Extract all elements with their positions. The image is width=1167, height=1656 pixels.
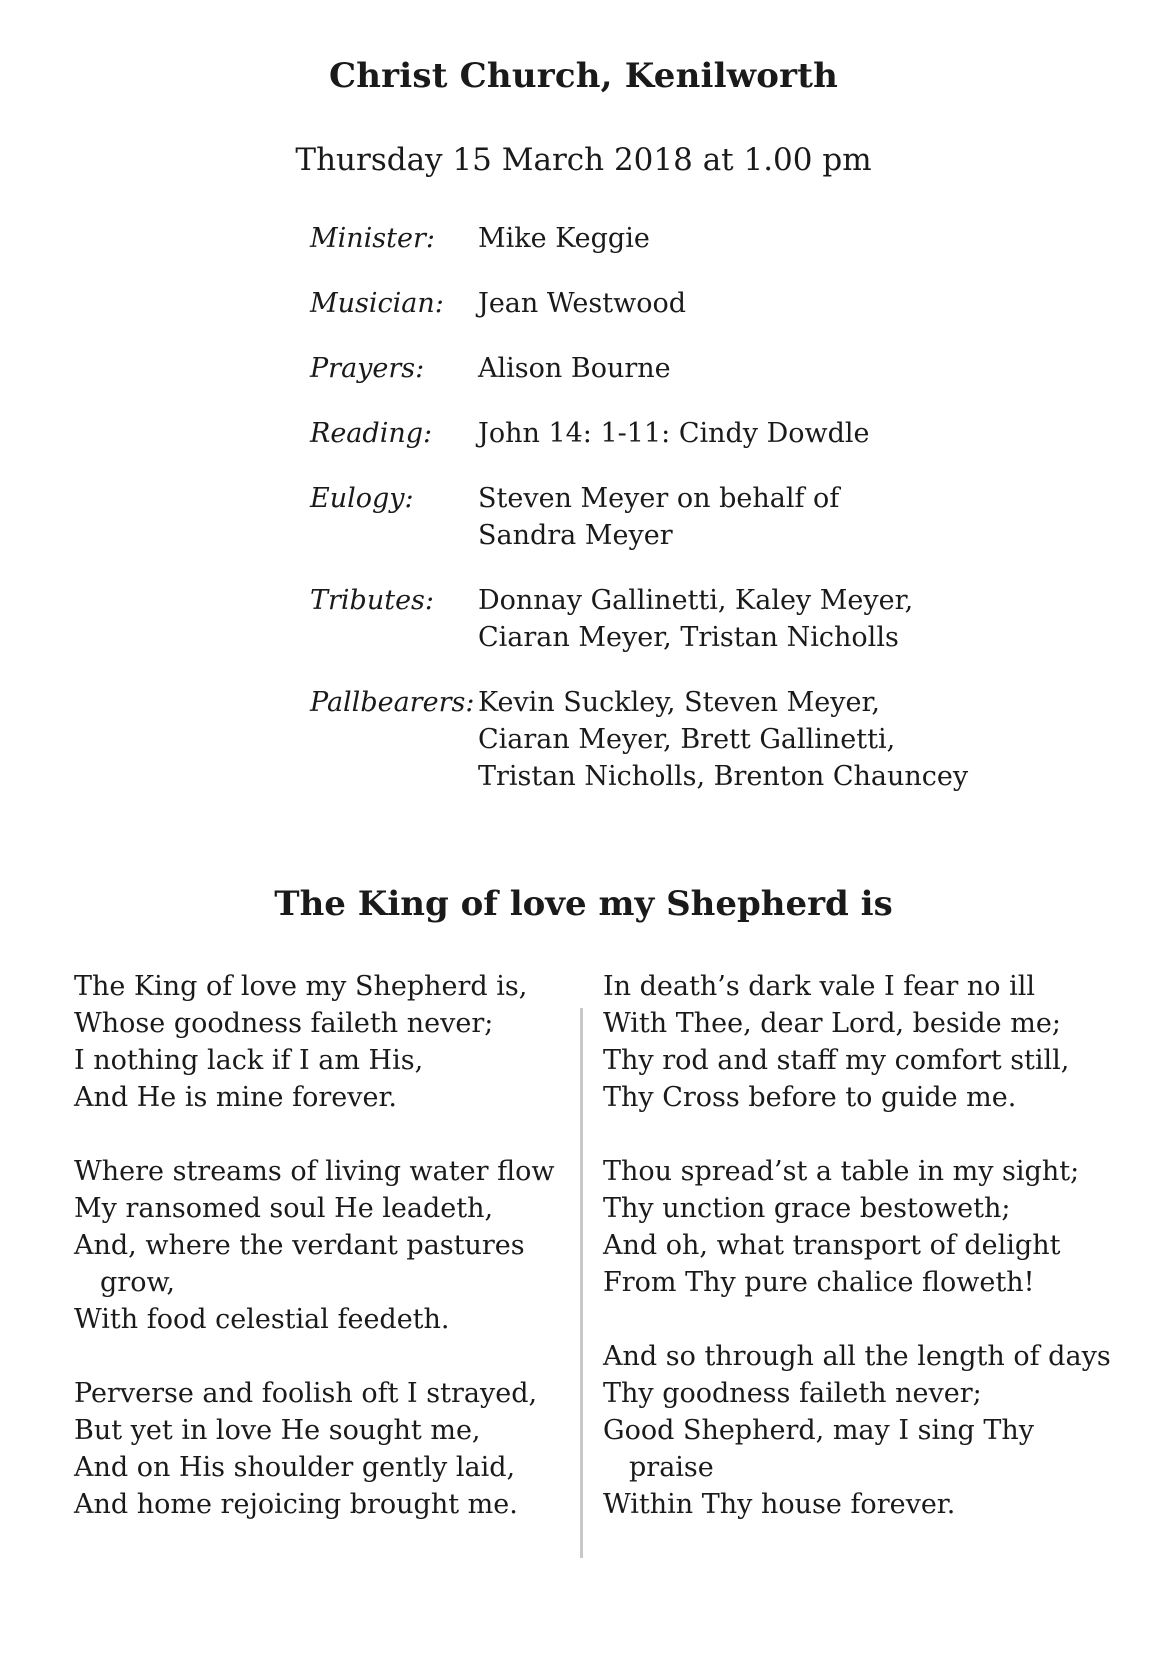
role-reading [310,415,1130,452]
role-musician [310,285,1130,322]
verse-line: Perverse and foolish oft I strayed, [74,1378,538,1409]
church-title: Christ Church, Kenilworth [328,56,839,96]
role-value [478,220,1130,257]
role-eulogy [310,480,1130,554]
service-date: Thursday 15 March 2018 at 1.00 pm [295,142,872,178]
verse-line: Where streams of living water flow [74,1156,555,1187]
role-label: Pallbearers: [310,687,475,718]
verse-line: With food celestial feedeth. [74,1304,450,1335]
verse-line: Good Shepherd, may I sing Thy [603,1415,1034,1446]
role-value [478,285,1130,322]
hymn-verse [74,1153,554,1338]
role-value-line: Donnay Gallinetti, Kaley Meyer, [478,585,914,616]
verse-line: Thy goodness faileth never; [603,1378,982,1409]
verse-line: And home rejoicing brought me. [74,1489,518,1520]
hymn-left-column [74,968,554,1560]
role-value-line: Tristan Nicholls, Brenton Chauncey [478,761,969,792]
verse-line: Thy Cross before to guide me. [603,1082,1017,1113]
verse-line: And oh, what transport of delight [603,1230,1061,1261]
role-value [478,480,1130,554]
verse-line: And He is mine forever. [74,1082,398,1113]
role-value-line: Kevin Suckley, Steven Meyer, [478,687,881,718]
verse-line: praise [629,1452,714,1483]
verse-line: The King of love my Shepherd is, [74,971,528,1002]
role-value-line: Ciaran Meyer, Tristan Nicholls [478,622,899,653]
role-label: Reading: [310,418,433,449]
role-label: Minister: [310,223,435,254]
role-value-line: Jean Westwood [478,288,687,319]
verse-line: grow, [100,1267,175,1298]
hymn-title: The King of love my Shepherd is [274,884,893,924]
hymn-verse [74,968,554,1116]
verse-line: And, where the verdant pastures [74,1230,525,1261]
verse-line: But yet in love He sought me, [74,1415,481,1446]
role-value-line: Mike Keggie [478,223,650,254]
column-divider [580,1008,583,1558]
verse-line: My ransomed soul He leadeth, [74,1193,494,1224]
hymn-verse [603,1153,1148,1301]
role-label: Tributes: [310,585,435,616]
verse-line: And on His shoulder gently laid, [74,1452,516,1483]
verse-line: I nothing lack if I am His, [74,1045,424,1076]
role-value-line: Steven Meyer on behalf of [478,483,840,514]
role-value [478,582,1130,656]
verse-line: Thy rod and staff my comfort still, [603,1045,1070,1076]
role-minister [310,220,1130,257]
service-roles [310,220,1130,823]
role-value [478,350,1130,387]
role-label: Eulogy: [310,483,414,514]
hymn-verse [603,1338,1148,1523]
verse-line: In death’s dark vale I fear no ill [603,971,1035,1002]
role-value [478,415,1130,452]
verse-line: Thy unction grace bestoweth; [603,1193,1011,1224]
verse-line: With Thee, dear Lord, beside me; [603,1008,1061,1039]
verse-line: From Thy pure chalice floweth! [603,1267,1035,1298]
role-tributes [310,582,1130,656]
hymn-verse [603,968,1148,1116]
role-value-line: John 14: 1-11: Cindy Dowdle [478,418,870,449]
verse-line: And so through all the length of days [603,1341,1111,1372]
role-value-line: Alison Bourne [478,353,671,384]
role-label: Prayers: [310,353,425,384]
role-label: Musician: [310,288,444,319]
role-value [478,684,1130,795]
verse-line: Thou spread’st a table in my sight; [603,1156,1080,1187]
hymn-right-column [603,968,1148,1560]
role-pallbearers [310,684,1130,795]
hymn-verse [74,1375,554,1523]
verse-line: Within Thy house forever. [603,1489,956,1520]
verse-line: Whose goodness faileth never; [74,1008,494,1039]
role-prayers [310,350,1130,387]
role-value-line: Sandra Meyer [478,520,673,551]
role-value-line: Ciaran Meyer, Brett Gallinetti, [478,724,896,755]
